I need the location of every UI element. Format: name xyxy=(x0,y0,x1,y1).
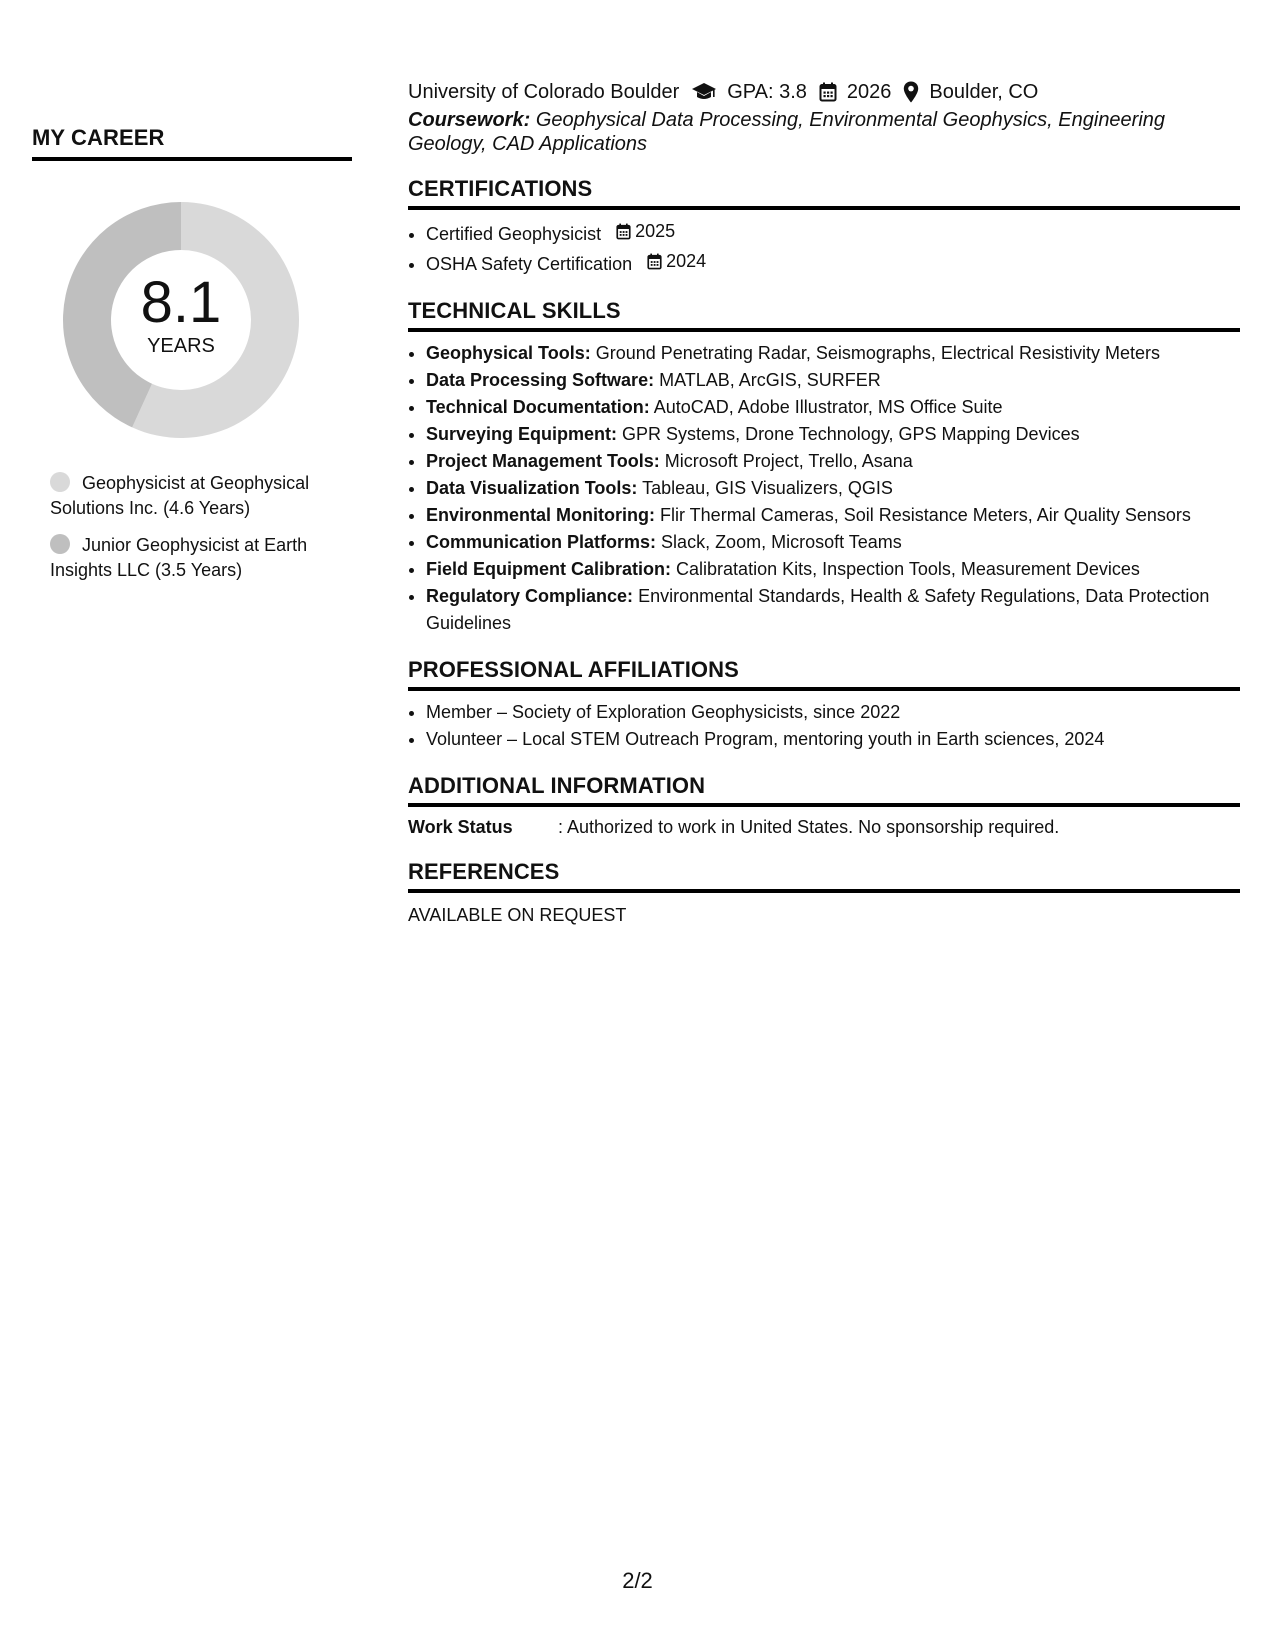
certification-name: Certified Geophysicist xyxy=(426,224,602,244)
skill-label: Field Equipment Calibration: xyxy=(426,559,672,579)
skill-item xyxy=(426,340,1240,367)
skill-value: Tableau, GIS Visualizers, QGIS xyxy=(642,478,893,498)
coursework xyxy=(408,108,1240,156)
affiliations-list xyxy=(408,699,1240,753)
career-donut-chart xyxy=(56,195,306,445)
skill-value: MATLAB, ArcGIS, SURFER xyxy=(659,370,881,390)
school-location: Boulder, CO xyxy=(929,81,1039,103)
coursework-list: Geophysical Data Processing, Environmental Geophysics, Engineering Geology, CAD Applications xyxy=(408,109,1166,155)
donut-center xyxy=(56,195,306,445)
skill-label: Data Visualization Tools: xyxy=(426,478,638,498)
affiliation-item: • Volunteer – Local STEM Outreach Program, mentoring youth in Earth sciences, 2024 xyxy=(426,726,1240,753)
skill-value: AutoCAD, Adobe Illustrator, MS Office Suite xyxy=(653,397,1003,417)
skill-item xyxy=(426,502,1240,529)
skill-value: Flir Thermal Cameras, Soil Resistance Meters, Air Quality Sensors xyxy=(660,505,1191,525)
certification-year: 2024 xyxy=(666,251,707,271)
skill-item xyxy=(426,421,1240,448)
work-status-value: : Authorized to work in United States. No sponsorship required. xyxy=(558,817,1060,837)
additional-section xyxy=(408,773,1240,839)
skills-section xyxy=(408,298,1240,637)
graduation-year: 2026 xyxy=(846,81,892,103)
school-name: University of Colorado Boulder xyxy=(408,81,680,103)
skill-value: Slack, Zoom, Microsoft Teams xyxy=(661,532,902,552)
affiliation-item: • Member – Society of Exploration Geophysicists, since 2022 xyxy=(426,699,1240,726)
skill-value: Calibratation Kits, Inspection Tools, Measurement Devices xyxy=(676,559,1140,579)
certification-year: 2025 xyxy=(635,221,676,241)
legend-label: Junior Geophysicist at Earth Insights LLC (3.5 Years) xyxy=(50,535,308,580)
certification-item xyxy=(426,218,1240,248)
skill-item xyxy=(426,475,1240,502)
skill-item xyxy=(426,448,1240,475)
total-years-unit: YEARS xyxy=(147,335,215,357)
skill-label: Data Processing Software: xyxy=(426,370,655,390)
graduation-cap-icon xyxy=(691,82,717,102)
legend-item xyxy=(50,471,340,521)
skill-item xyxy=(426,394,1240,421)
skill-label: Project Management Tools: xyxy=(426,451,660,471)
legend-item xyxy=(50,533,340,583)
work-status-row xyxy=(408,815,1240,839)
skill-value: Environmental Standards, Health & Safety Regulations, Data Protection Guidelines xyxy=(426,586,1210,633)
page-number: 2/2 xyxy=(622,1568,653,1593)
career-title: MY CAREER xyxy=(32,125,352,161)
skill-item xyxy=(426,556,1240,583)
calendar-icon xyxy=(819,82,837,102)
certification-date xyxy=(647,248,706,275)
skill-label: Geophysical Tools: xyxy=(426,343,591,363)
legend-dot xyxy=(50,534,70,554)
calendar-icon xyxy=(647,253,662,270)
main-column xyxy=(408,76,1240,927)
references-section xyxy=(408,859,1240,927)
certifications-list xyxy=(408,218,1240,278)
career-legend xyxy=(50,471,340,583)
total-years-value: 8.1 xyxy=(140,270,222,335)
certifications-title: CERTIFICATIONS xyxy=(408,176,1240,210)
certification-name: OSHA Safety Certification xyxy=(426,254,633,274)
skill-label: Communication Platforms: xyxy=(426,532,657,552)
skills-title: TECHNICAL SKILLS xyxy=(408,298,1240,332)
skill-item xyxy=(426,367,1240,394)
additional-title: ADDITIONAL INFORMATION xyxy=(408,773,1240,807)
skill-value: Ground Penetrating Radar, Seismographs, Electrical Resistivity Meters xyxy=(595,343,1160,363)
certifications-section xyxy=(408,176,1240,278)
affiliations-section xyxy=(408,657,1240,753)
legend-dot xyxy=(50,472,70,492)
calendar-icon xyxy=(616,223,631,240)
map-pin-icon xyxy=(903,81,919,103)
skill-label: Environmental Monitoring: xyxy=(426,505,655,525)
skill-label: Surveying Equipment: xyxy=(426,424,618,444)
career-column xyxy=(32,125,352,595)
skill-item xyxy=(426,583,1240,637)
education-block xyxy=(408,76,1240,156)
coursework-label: Coursework: xyxy=(408,109,531,131)
certification-date xyxy=(616,218,675,245)
education-line xyxy=(408,76,1240,108)
skill-label: Technical Documentation: xyxy=(426,397,650,417)
legend-label: Geophysicist at Geophysical Solutions Inc. (4.6 Years) xyxy=(50,473,310,518)
work-status-label: Work Status xyxy=(408,817,513,837)
skill-label: Regulatory Compliance: xyxy=(426,586,634,606)
skill-value: Microsoft Project, Trello, Asana xyxy=(664,451,913,471)
gpa-text: GPA: 3.8 xyxy=(727,81,807,103)
references-title: REFERENCES xyxy=(408,859,1240,893)
references-text: AVAILABLE ON REQUEST xyxy=(408,905,627,925)
skill-value: GPR Systems, Drone Technology, GPS Mapping Devices xyxy=(622,424,1080,444)
skills-list xyxy=(408,340,1240,637)
affiliations-title: PROFESSIONAL AFFILIATIONS xyxy=(408,657,1240,691)
certification-item xyxy=(426,248,1240,278)
skill-item xyxy=(426,529,1240,556)
